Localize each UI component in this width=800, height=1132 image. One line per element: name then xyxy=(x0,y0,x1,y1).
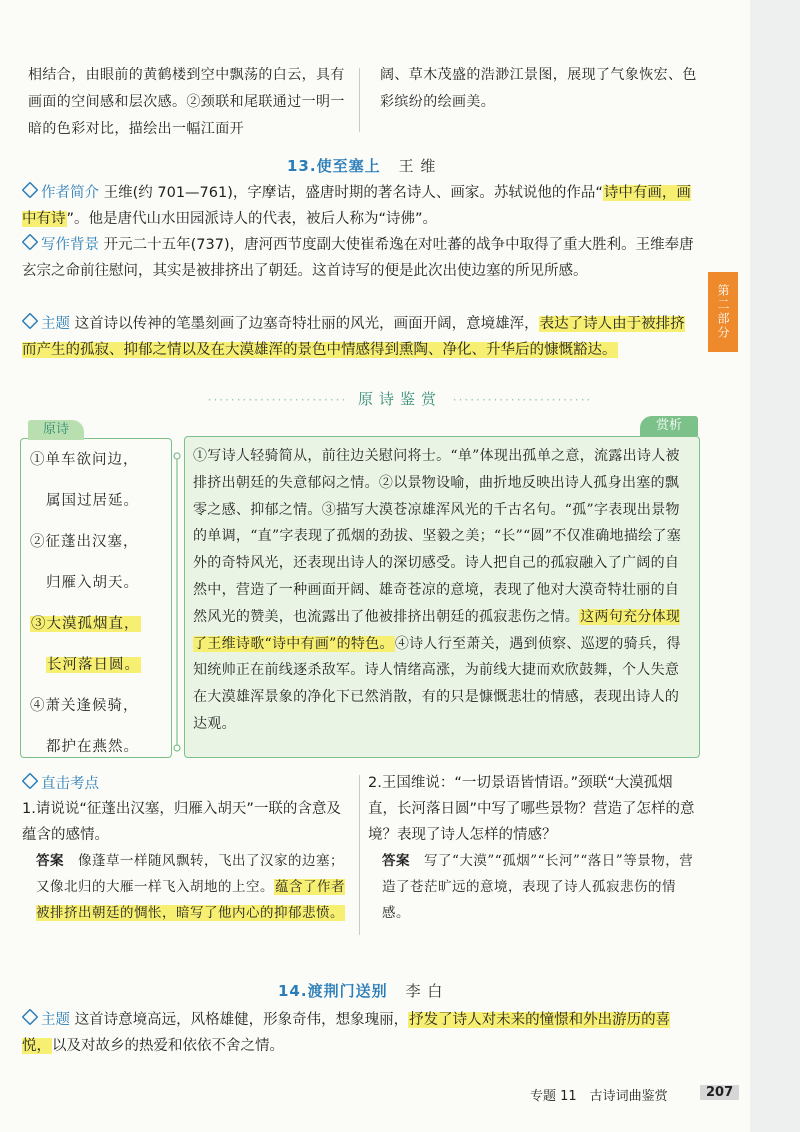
column-divider xyxy=(359,68,360,132)
diamond-icon xyxy=(22,773,39,790)
theme-label: 主题 xyxy=(22,1012,70,1028)
exam-points-label: 直击考点 xyxy=(22,772,99,793)
section-side-tab: 第二部分 xyxy=(708,272,738,352)
author-intro: 作者简介 王维(约 701—761)，字摩诘，盛唐时期的著名诗人、画家。苏轼说他的作品“诗中有画，画中有诗”。他是唐代山水田园派诗人的代表，被后人称为“诗佛”。 xyxy=(22,180,698,232)
poem-14-theme: 主题 这首诗意境高远，风格雄健，形象奇伟，想象瑰丽，抒发了诗人对未来的憧憬和外出游历的喜悦，以及对故乡的热爱和依依不舍之情。 xyxy=(22,1007,698,1059)
question-1 xyxy=(22,796,350,926)
analysis-text: ①写诗人轻骑简从，前往边关慰问将士。“单”体现出孤单之意，流露出诗人被排挤出朝廷的失意郁闷之情。②以景物设喻，曲折地反映出诗人孤身出塞的飘零之感、抑郁之情。③描写大漠苍凉雄浑风光的千古名句。“孤”字表现出景物的单调，“直”字表现了孤烟的劲拔、坚毅之美；“长”“圆”不仅准确地描绘了塞外的奇特风光，还表现出诗人的深切感受。诗人把自己的孤寂融入了广阔的自然中，营造了一种画面开阔、雄奇苍凉的意境，表现了他对大漠奇特壮丽的自然风光的赞美，也流露出了他被排挤出朝廷的孤寂悲伤之情。这两句充分体现了王维诗歌“诗中有画”的特色。④诗人行至萧关，遇到侦察、巡逻的骑兵，得知统帅正在前线逐杀敌军。诗人情绪高涨，为前线大捷而欢欣鼓舞，个人失意在大漠雄浑景象的净化下已然消散，有的只是慷慨悲壮的情感，表现出诗人的达观。 xyxy=(193,448,682,732)
question-2 xyxy=(368,770,700,926)
continuation-left: 相结合，由眼前的黄鹤楼到空中飘荡的白云，具有画面的空间感和层次感。②颈联和尾联通过一明一暗的色彩对比，描绘出一幅江面开 xyxy=(28,67,345,137)
poem-line: ③大漠孤烟直， xyxy=(31,616,140,632)
poem-14-author: 李 白 xyxy=(405,982,444,1000)
poem-line: 归雁入胡天。 xyxy=(46,575,139,591)
poem-13-name: 13.使至塞上 xyxy=(287,157,381,175)
author-intro-label: 作者简介 xyxy=(22,185,99,201)
poem-line: ④萧关逢候骑， xyxy=(30,698,139,714)
connector-line xyxy=(170,452,184,752)
diamond-icon xyxy=(22,234,39,251)
continuation-right: 阔、草木茂盛的浩渺江景图，展现了气象恢宏、色彩缤纷的绘画美。 xyxy=(380,67,697,110)
poem-tag: 原诗 xyxy=(28,420,84,440)
analysis-tag: 赏析 xyxy=(640,416,698,436)
poem-13-theme: 主题 这首诗以传神的笔墨刻画了边塞奇特壮丽的风光，画面开阔，意境雄浑，表达了诗人由于被排挤而产生的孤寂、抑郁之情以及在大漠雄浑的景色中情感得到熏陶、净化、升华后的慷慨豁达。 xyxy=(22,311,698,363)
poem-line: 长河落日圆。 xyxy=(47,657,140,673)
page-number: 207 xyxy=(700,1085,739,1100)
poem-14-name: 14.渡荆门送别 xyxy=(278,982,388,1000)
poem-line: 都护在燕然。 xyxy=(46,739,139,755)
column-divider xyxy=(359,775,360,935)
dotted-rule-left: ························ xyxy=(207,393,348,407)
poem-13-title xyxy=(287,155,436,176)
diamond-icon xyxy=(22,313,39,330)
writing-background-label: 写作背景 xyxy=(22,237,99,253)
answer-1: 答案 像蓬草一样随风飘转，飞出了汉家的边塞；又像北归的大雁一样飞入胡地的上空。蕴含了作者被排挤出朝廷的惆怅，暗写了他内心的抑郁悲愤。 xyxy=(36,853,345,921)
theme-label: 主题 xyxy=(22,316,70,332)
footer-topic: 专题 11 古诗词曲鉴赏 xyxy=(530,1089,668,1104)
appreciation-header: ························ 原诗鉴赏 ························ xyxy=(207,390,593,408)
page-edge xyxy=(750,0,800,1132)
poem-line: ②征蓬出汉塞， xyxy=(30,534,139,550)
diamond-icon xyxy=(22,182,39,199)
answer-2: 答案 写了“大漠”“孤烟”“长河”“落日”等景物，营造了苍茫旷远的意境，表现了诗人孤寂悲伤的情感。 xyxy=(382,853,694,921)
poem-line: ①单车欲问边， xyxy=(30,452,139,468)
poem-14-title xyxy=(278,980,443,1001)
diamond-icon xyxy=(22,1009,39,1026)
poem-13-author: 王 维 xyxy=(398,157,437,175)
poem-lines xyxy=(30,440,141,768)
question-1-text: 1.请说说“征蓬出汉塞，归雁入胡天”一联的含意及蕴含的感情。 xyxy=(22,801,341,843)
writing-background: 写作背景 开元二十五年(737)，唐河西节度副大使崔希逸在对吐蕃的战争中取得了重大胜利。王维奉唐玄宗之命前往慰问，其实是被排挤出了朝廷。这首诗写的便是此次出使边塞的所见所感。 xyxy=(22,232,698,284)
poem-line: 属国过居延。 xyxy=(46,493,139,509)
question-2-text: 2.王国维说：“一切景语皆情语。”颈联“大漠孤烟直，长河落日圆”中写了哪些景物？营造了怎样的意境？表现了诗人怎样的情感？ xyxy=(368,775,695,843)
dotted-rule-right: ························ xyxy=(452,393,593,407)
